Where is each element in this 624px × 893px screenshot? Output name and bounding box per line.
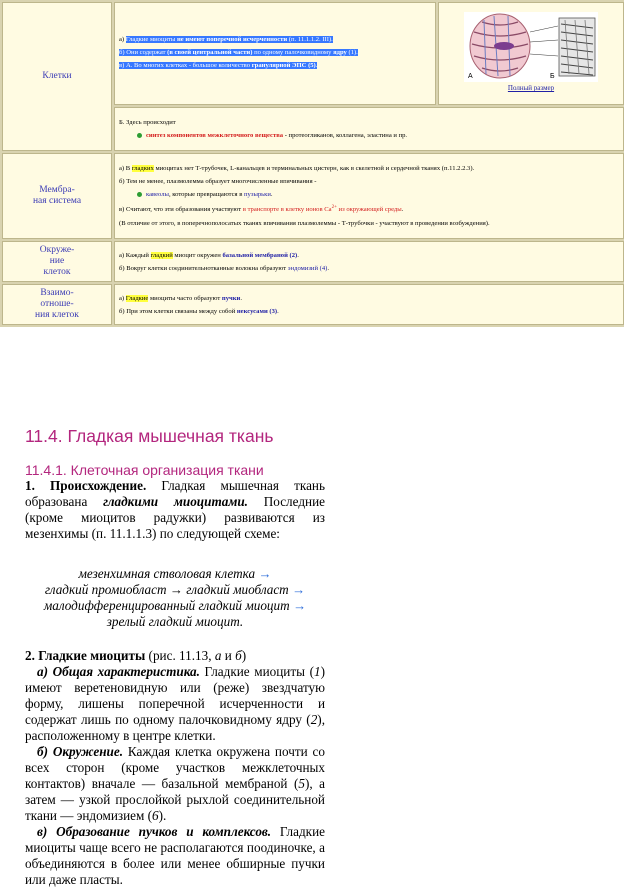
- figure-label-b: Б: [550, 73, 555, 80]
- paragraph-surroundings: б) Окружение. Каждая клетка окружена почти со всех сторон (кроме участков межклеточных контактов) вначале — базальной мембраной (5), а затем — узкой прослойкой рыхлой соединительной ткани — эндомизием (6).: [25, 744, 325, 823]
- muscle-cell-illustration: [464, 12, 598, 82]
- cells-sub-bullet: синтез компонентов межклеточного вещества - протеогликанов, коллагена, эластина и пр.: [119, 129, 619, 142]
- scheme-line: зрелый гладкий миоцит.: [106, 614, 244, 629]
- paragraph-general: а) Общая характеристика. Гладкие миоциты (1) имеют веретеновидную или (реже) звездчатую форму, лишены поперечной исчерченности и содержат лишь по одному палочковидному ядру (2), расположенному в центре клетки.: [25, 664, 325, 743]
- table-row-membrane: [2, 153, 624, 239]
- scheme-line: гладкий промиобласт → гладкий миобласт →: [44, 582, 306, 597]
- green-bullet-icon: [137, 133, 142, 138]
- row-head-surroundings: Окруже- ние клеток: [2, 241, 112, 282]
- full-size-link[interactable]: Полный размер: [507, 84, 555, 92]
- chapter-title: 11.4. Гладкая мышечная ткань: [25, 426, 274, 446]
- figure-cell: [438, 2, 624, 105]
- cells-lines: [114, 2, 436, 105]
- scheme-line: малодифференцированный гладкий миоцит →: [43, 598, 307, 613]
- membrane-lines: а) В гладких миоцитах нет Т-трубочек, L-канальцев и терминальных цистерн, как в скелетной и сердечной тканях (п.11.2.2.3). б) Тем не менее, плазмолемма образует многочисленные впячивания - кавеолы, которые превращаются в пузырьки. в) Считают, что эти образования участвуют в транспорте в клетку ионов $Ca^{2+}$ из окружающей среды. (В отличие от этого, в поперечнополосатых тканях впячивания плазмолеммы - Т-трубочки - участвуют в проведении возбуждения).: [114, 153, 624, 239]
- paragraph-smooth-myocytes: 2. Гладкие миоциты (рис. 11.13, а и б): [25, 648, 247, 663]
- figure-label-a: А: [468, 73, 473, 80]
- green-bullet-icon: [137, 192, 142, 197]
- differentiation-scheme: [25, 566, 325, 630]
- paragraph-origin: 1. Происхождение. Гладкая мышечная ткань образована гладкими миоцитами. Последние (кроме миоцитов радужки) развиваются из мезенхимы (п. 11.1.1.3) по следующей схеме:: [25, 478, 325, 541]
- surroundings-lines: а) Каждый гладкий миоцит окружен базальной мембраной (2). б) Вокруг клетки соединительнотканные волокна образуют эндомизий (4).: [114, 241, 624, 282]
- smooth-muscle-figure[interactable]: [464, 12, 598, 82]
- table-row-cells: [2, 2, 624, 105]
- cells-line-c: в) А. Во многих клетках - большое количество гранулярной ЭПС (5).: [119, 61, 318, 69]
- table-row-surroundings: [2, 241, 624, 282]
- cells-sub-text: Б. Здесь происходит: [119, 119, 176, 126]
- scheme-line: мезенхимная стволовая клетка →: [78, 566, 272, 581]
- row-head-membrane: Мембра- ная система: [2, 153, 112, 239]
- row-head-relations: Взаимо- отноше- ния клеток: [2, 284, 112, 325]
- relations-lines: а) Гладкие миоциты часто образуют пучки. б) При этом клетки связаны между собой нексусами (3).: [114, 284, 624, 325]
- row-head-cells: Клетки: [2, 2, 112, 151]
- section-title: 11.4.1. Клеточная организация ткани: [25, 462, 264, 478]
- paragraph-bundles: в) Образование пучков и комплексов. Гладкие миоциты чаще всего не располагаются поодиночке, а объединяются в более или менее обширные пучки или даже пласты.: [25, 824, 326, 887]
- textbook-page: [25, 426, 325, 888]
- cells-sub: [114, 107, 624, 151]
- cells-line-a: а) Гладкие миоциты не имеют поперечной исчерченности (п. 11.1.1.2. III).: [119, 35, 333, 43]
- content-table: [0, 0, 624, 327]
- cells-line-b: б) Они содержат (в своей центральной части) по одному палочковидному ядру (1).: [119, 48, 358, 56]
- table-row-relations: [2, 284, 624, 325]
